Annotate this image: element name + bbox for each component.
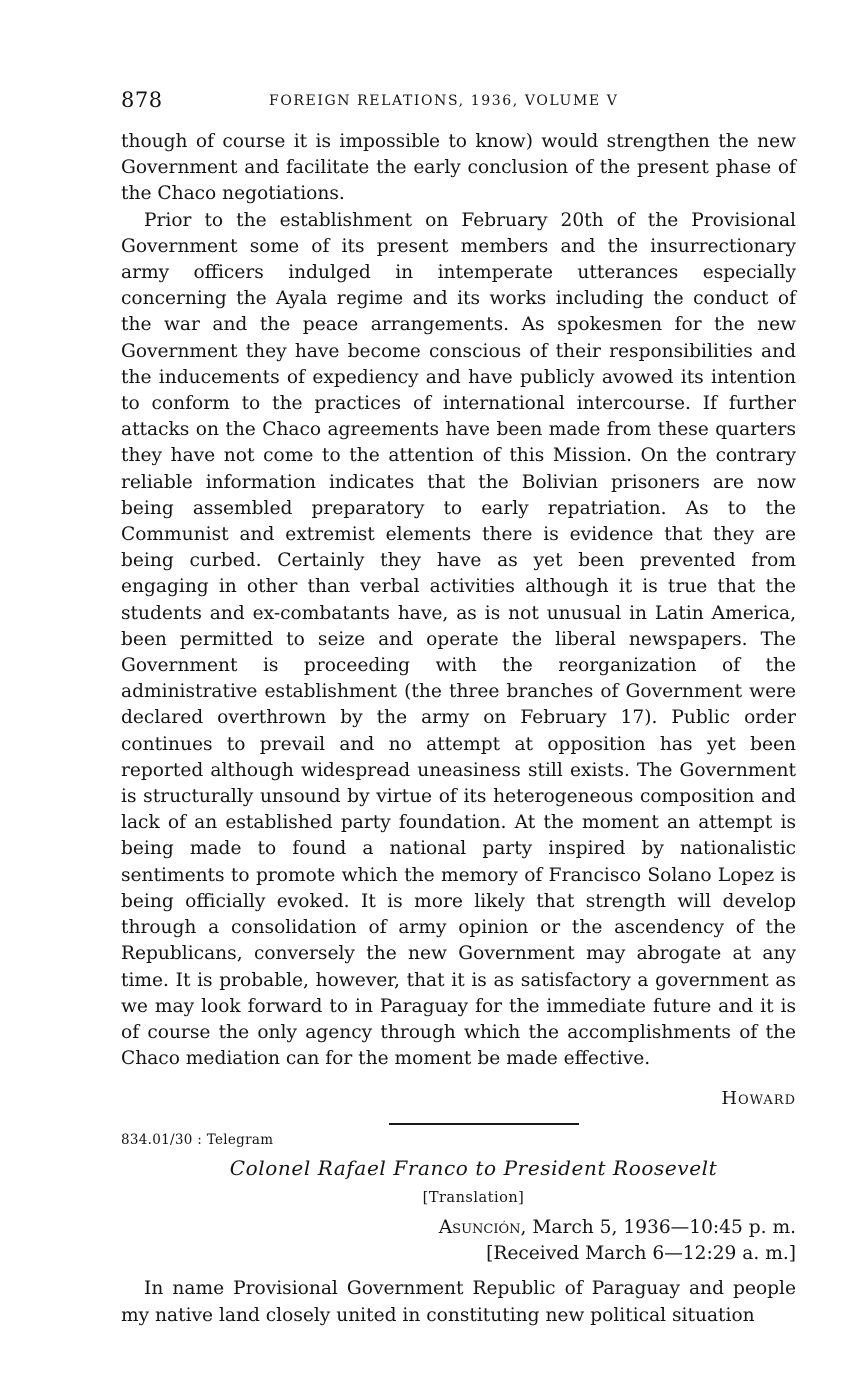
- paragraph-main: Prior to the establishment on February 20th of the Provisional Government some of its present members and the insurrectionary army officers indulged in intemperate utterances especially concerning the Ayala regime and its works including the conduct of the war and the peace arrangements. As spokesmen for the new Government they have become conscious of their responsibilities and the inducements of expediency and have publicly avowed its intention to conform to the practices of international intercourse. If further attacks on the Chaco agreements have been made from these quarters they have not come to the attention of this Mission. On the contrary reliable information indicates that the Bolivian prisoners are now being assembled preparatory to early repatriation. As to the Communist and extremist elements there is evidence that they are being curbed. Certainly they have as yet been prevented from engaging in other than verbal activities although it is true that the students and ex-combatants have, as is not unusual in Latin America, been permitted to seize and operate the liberal newspapers. The Government is proceeding with the reorganization of the administrative establishment (the three branches of Government were declared overthrown by the army on February 17). Public order continues to prevail and no attempt at opposition has yet been reported although widespread uneasiness still exists. The Government is structurally unsound by virtue of its heterogeneous composition and lack of an established party foundation. At the moment an attempt is being made to found a national party inspired by nationalistic sentiments to promote which the memory of Francisco Solano Lopez is being officially evoked. It is more likely that strength will develop through a consolidation of army opinion or the ascendency of the Republicans, conversely the new Government may abrogate at any time. It is probable, however, that it is as satisfactory a government as we may look forward to in Paraguay for the immediate future and it is of course the only agency through which the accomplishments of the Chaco mediation can for the moment be made effective.: [121, 209, 796, 1070]
- running-head: FOREIGN RELATIONS, 1936, VOLUME V: [269, 93, 619, 109]
- telegram-body: In name Provisional Government Republic of Paraguay and people my native land closely united in constituting new political situation: [121, 1278, 796, 1326]
- received-line: [Received March 6—12:29 a. m.]: [486, 1243, 796, 1265]
- document-title: Colonel Rafael Franco to President Roosevelt: [229, 1156, 718, 1181]
- paragraph-continued: though of course it is impossible to know) would strengthen the new Government and facilitate the early conclusion of the present phase of the Chaco negotiations.: [121, 131, 796, 205]
- dateline-place: Asunción,: [438, 1217, 527, 1239]
- section-divider: [389, 1123, 579, 1125]
- dateline-date: March 5, 1936—10:45 p. m.: [526, 1217, 796, 1239]
- dateline: [121, 1215, 796, 1241]
- translation-note: [Translation]: [422, 1190, 525, 1207]
- page-header: [121, 88, 796, 118]
- document-page: [121, 88, 796, 1329]
- page-number: 878: [121, 88, 163, 112]
- signature: Howard: [721, 1088, 796, 1110]
- file-reference: 834.01/30 : Telegram: [121, 1132, 274, 1149]
